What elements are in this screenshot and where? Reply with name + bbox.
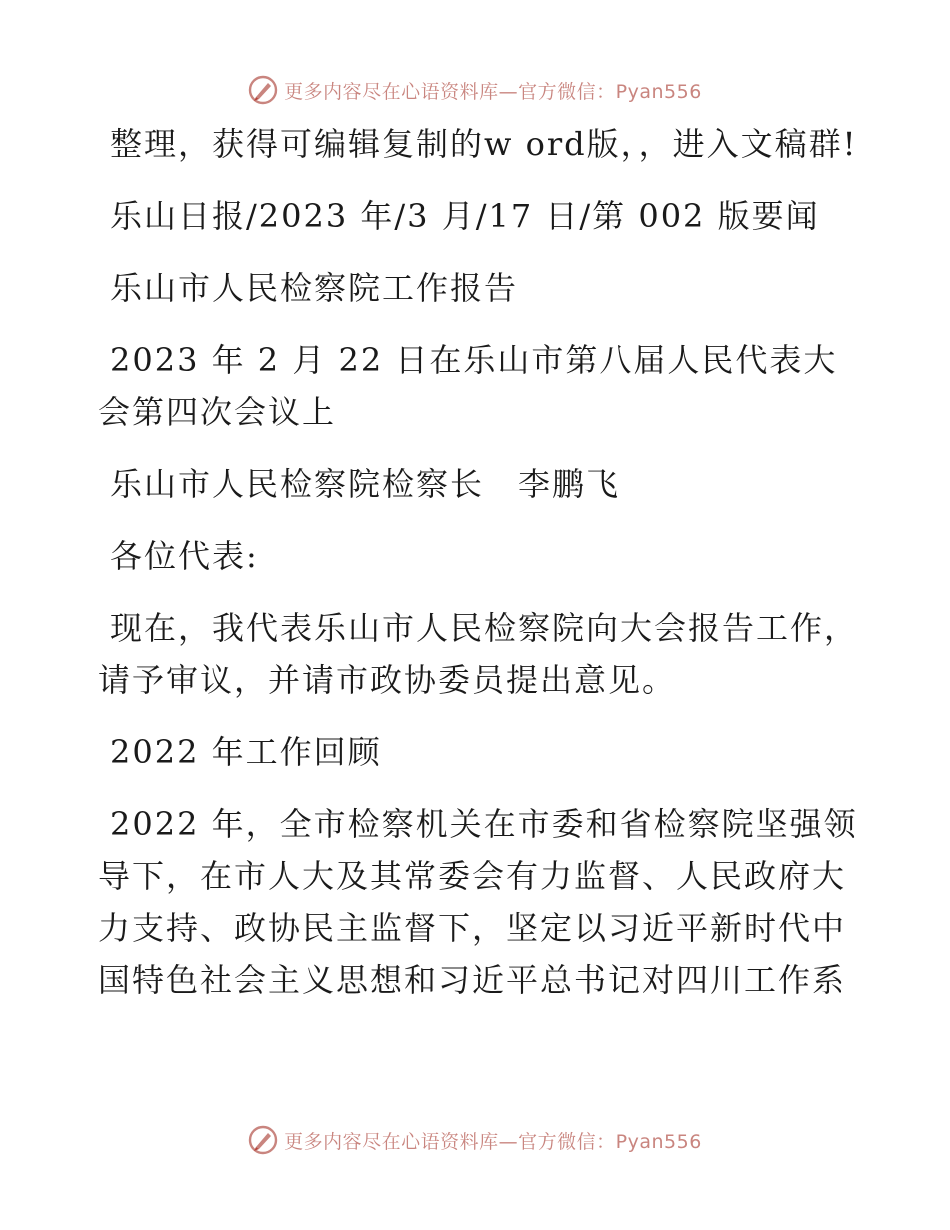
paragraph-section-heading: 2022 年工作回顾 bbox=[110, 733, 382, 771]
paragraph-source: 乐山日报/2023 年/3 月/17 日/第 002 版要闻 bbox=[110, 197, 820, 235]
paragraph-opening: 现在，我代表乐山市人民检察院向大会报告工作，请予审议，并请市政协委员提出意见。 bbox=[98, 609, 859, 699]
footer-banner bbox=[0, 1120, 950, 1160]
paragraph-review: 2022 年，全市检察机关在市委和省检察院坚强领导下，在市人大及其常委会有力监督、人民政府大力支持、政协民主监督下，坚定以习近平新时代中国特色社会主义思想和习近平总书记对四川工作系 bbox=[98, 805, 858, 999]
document-body bbox=[98, 118, 858, 1026]
paragraph-intro: 整理，获得可编辑复制的w ord版，，进入文稿群! bbox=[110, 125, 858, 163]
paragraph-author: 乐山市人民检察院检察长 李鹏飞 bbox=[110, 465, 621, 503]
banner-text: 更多内容尽在心语资料库—官方微信：Pyan556 bbox=[284, 80, 702, 103]
pen-logo-icon bbox=[248, 1125, 278, 1155]
pen-logo-icon bbox=[248, 75, 278, 105]
paragraph-title: 乐山市人民检察院工作报告 bbox=[110, 269, 519, 307]
paragraph-meeting: 2023 年 2 月 22 日在乐山市第八届人民代表大会第四次会议上 bbox=[98, 341, 838, 431]
paragraph-salutation: 各位代表: bbox=[110, 537, 259, 575]
header-banner bbox=[0, 70, 950, 110]
banner-text: 更多内容尽在心语资料库—官方微信：Pyan556 bbox=[284, 1130, 702, 1153]
